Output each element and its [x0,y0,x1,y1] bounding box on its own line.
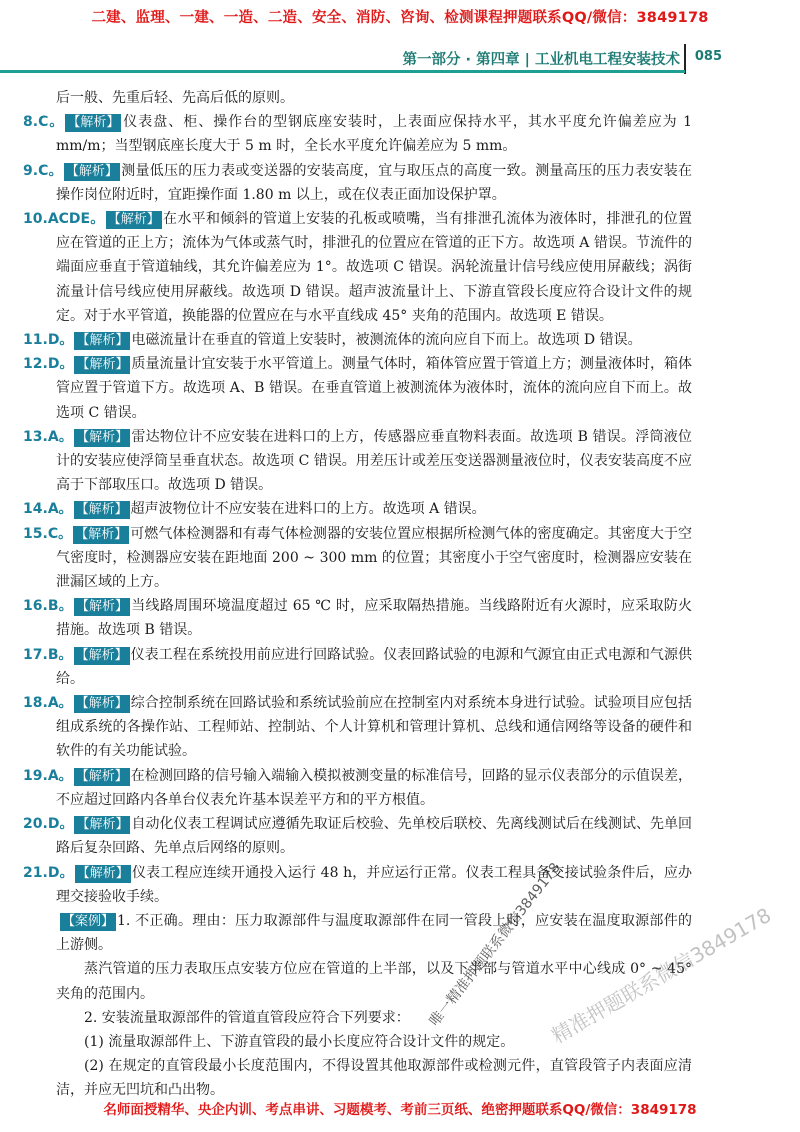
answer-item-13 [23,425,693,498]
item-text: 综合控制系统在回路试验和系统试验前应在控制室内对系统本身进行试验。试验项目应包括组成系统的各操作站、工程师站、控制站、个人计算机和管理计算机、总线和通信网络等设备的硬件和软件的有关功能试验。 [56,695,692,760]
item-text: 仪表工程应连续开通投入运行 48 h，并应运行正常。仪表工程具备交接试验条件后，应办理交接验收手续。 [56,864,692,905]
page-header [0,44,800,74]
item-answer: B。 [47,598,73,615]
answer-item-20 [23,812,693,860]
case-answer-1 [56,909,692,957]
item-number: 10. [23,211,48,228]
analysis-tag: 【解析】 [75,768,128,784]
item-answer: A。 [47,428,74,445]
item-text: 自动化仪表工程调试应遵循先取证后校验、先单校后联校、先离线测试后在线测试、先单回路后复杂回路、先单点后网络的原则。 [56,816,693,857]
analysis-tag: 【解析】 [65,163,118,179]
chapter-title: 第一部分 · 第四章 | 工业机电工程安装技术 [402,52,680,68]
bottom-banner: 名师面授精华、央企内训、考点串讲、习题模考、考前三页纸、绝密押题联系QQ/微信：3849178 [103,1102,697,1118]
item-text: 雷达物位计不应安装在进料口的上方，传感器应垂直物料表面。故选项 B 错误。浮筒液位计的安装应使浮筒呈垂直状态。故选项 C 错误。用差压计或差压变送器测量液位时，仪表安装高度不应高于下部取压口。故选项 D 错误。 [56,428,693,494]
item-text: 在水平和倾斜的管道上安装的孔板或喷嘴，当有排泄孔流体为液体时，排泄孔的位置应在管道的正上方；流体为气体或蒸气时，排泄孔的位置应在管道的正下方。故选项 A 错误。节流件的端面应垂直于管道轴线，其允许偏差应为 1°。故选项 C 错误。涡轮流量计信号线应使用屏蔽线；涡街流量计信号线应使用屏蔽线。故选项 D 错误。超声波流量计上、下游直管段长度应符合设计文件的规定。对于水平管道，换能器的位置应在与水平直线成 45° 夹角的范围内。故选项 E 错误。 [56,211,692,324]
item-answer: ACDE。 [47,211,105,228]
analysis-tag: 【解析】 [76,357,129,373]
answer-item-11 [23,328,692,352]
item-number: 9. [23,162,39,179]
intro-line: 后一般、先重后轻、先高后低的原则。 [56,90,294,106]
item-answer: D。 [47,816,74,833]
watermark-text: 精准押题联系微信3849178 [547,902,776,1049]
item-text: 超声波物位计不应安装在进料口的上方。故选项 A 错误。 [130,501,486,518]
item-number: 18. [23,695,48,712]
answer-item-17 [23,643,693,691]
item-text: 质量流量计宜安装于水平管道上。测量气体时，箱体管应置于管道上方；测量液体时，箱体管应置于管道下方。故选项 A、B 错误。在垂直管道上被测流体为液体时，流体的流向应自下而上。故选项 C 错误。 [56,356,693,421]
item-answer: D。 [47,356,74,373]
watermark-text: 唯一精准押题联系微信3849178 [426,860,564,1030]
analysis-tag: 【解析】 [75,647,128,663]
answer-item-9 [23,159,693,207]
case-paragraph: (2) 在规定的直管段最小长度范围内，不得设置其他取源部件或检测元件，直管段管子内表面应清洁，并应无凹坑和凸出物。 [56,1058,692,1099]
item-number: 19. [23,767,48,784]
item-answer: A。 [47,767,73,784]
answer-item-12 [23,352,693,425]
item-answer: B。 [47,646,73,663]
item-number: 17. [23,646,48,663]
case-paragraph: 2. 安装流量取源部件的管道直管段应符合下列要求： [84,1009,410,1026]
answer-item-14 [23,497,692,521]
item-text: 当线路周围环境温度超过 65 ℃ 时，应采取隔热措施。当线路附近有火源时，应采取防火措施。故选项 B 错误。 [56,598,693,639]
item-text: 仪表盘、柜、操作台的型钢底座安装时，上表面应保持水平，其水平度允许偏差应为 1 mm/m；当型钢底座长度大于 5 m 时，全长水平度允许偏差应为 5 mm。 [56,114,692,155]
answer-item-16 [23,594,693,642]
case-paragraph: 蒸汽管道的压力表取压点安装方位应在管道的上半部，以及下半部与管道水平中心线成 0° ~ 45° 夹角的范围内。 [56,961,692,1002]
analysis-tag: 【解析】 [75,526,128,542]
header-rule [0,70,685,73]
analysis-tag: 【解析】 [76,599,129,615]
case-paragraph: (1) 流量取源部件上、下游直管段的最小长度应符合设计文件的规定。 [84,1033,515,1050]
item-number: 16. [23,598,48,615]
item-answer: D。 [47,864,74,881]
item-answer: C。 [38,162,63,179]
item-text: 在检测回路的信号输入端输入模拟被测变量的标准信号，回路的显示仪表部分的示值误差，不应超过回路内各单台仪表允许基本误差平方和的平方根值。 [56,767,692,808]
item-number: 15. [23,525,48,542]
item-number: 13. [23,428,48,445]
analysis-tag: 【解析】 [75,502,128,518]
answer-item-8 [23,110,692,158]
analysis-tag: 【解析】 [76,865,129,881]
item-answer: C。 [47,525,73,542]
answer-item-18 [23,691,692,764]
item-answer: A。 [47,501,73,518]
answer-item-10 [23,207,692,328]
answer-item-19 [23,764,692,812]
item-answer: D。 [47,332,74,349]
case-text: 1. 不正确。理由：压力取源部件与温度取源部件在同一管段上时，应安装在温度取源部件的上游侧。 [56,912,692,954]
analysis-tag: 【解析】 [76,817,129,833]
analysis-tag: 【解析】 [107,212,160,228]
top-banner: 二建、监理、一建、一造、二造、安全、消防、咨询、检测课程押题联系QQ/微信：3849178 [91,10,709,26]
item-answer: A。 [47,695,73,712]
answer-item-21 [23,861,692,909]
analysis-tag: 【解析】 [76,333,129,349]
answer-item-15 [23,522,693,595]
item-number: 21. [23,864,48,881]
item-number: 20. [23,816,48,833]
item-text: 仪表工程在系统投用前应进行回路试验。仪表回路试验的电源和气源宜由正式电源和气源供给。 [56,646,693,687]
item-text: 电磁流量计在垂直的管道上安装时，被测流体的流向应自下而上。故选项 D 错误。 [131,332,642,349]
item-number: 14. [23,501,48,518]
page-number: 085 [694,49,722,64]
item-number: 11. [23,332,48,349]
item-number: 8. [23,114,39,131]
analysis-tag: 【解析】 [75,696,128,712]
item-text: 测量低压的压力表或变送器的安装高度，宜与取压点的高度一致。测量高压的压力表安装在操作岗位附近时，宜距操作面 1.80 m 以上，或在仪表正面加设保护罩。 [56,162,693,203]
item-answer: C。 [38,114,65,131]
item-text: 可燃气体检测器和有毒气体检测器的安装位置应根据所检测气体的密度确定。其密度大于空气密度时，检测器应安装在距地面 200 ~ 300 mm 的位置；其密度小于空气密度时，检测器应安装在泄漏区域的上方。 [56,525,693,591]
answer-content [23,86,693,1103]
case-tag: 【案例】 [62,913,115,929]
analysis-tag: 【解析】 [67,115,120,131]
item-number: 12. [23,356,48,373]
analysis-tag: 【解析】 [76,429,129,445]
